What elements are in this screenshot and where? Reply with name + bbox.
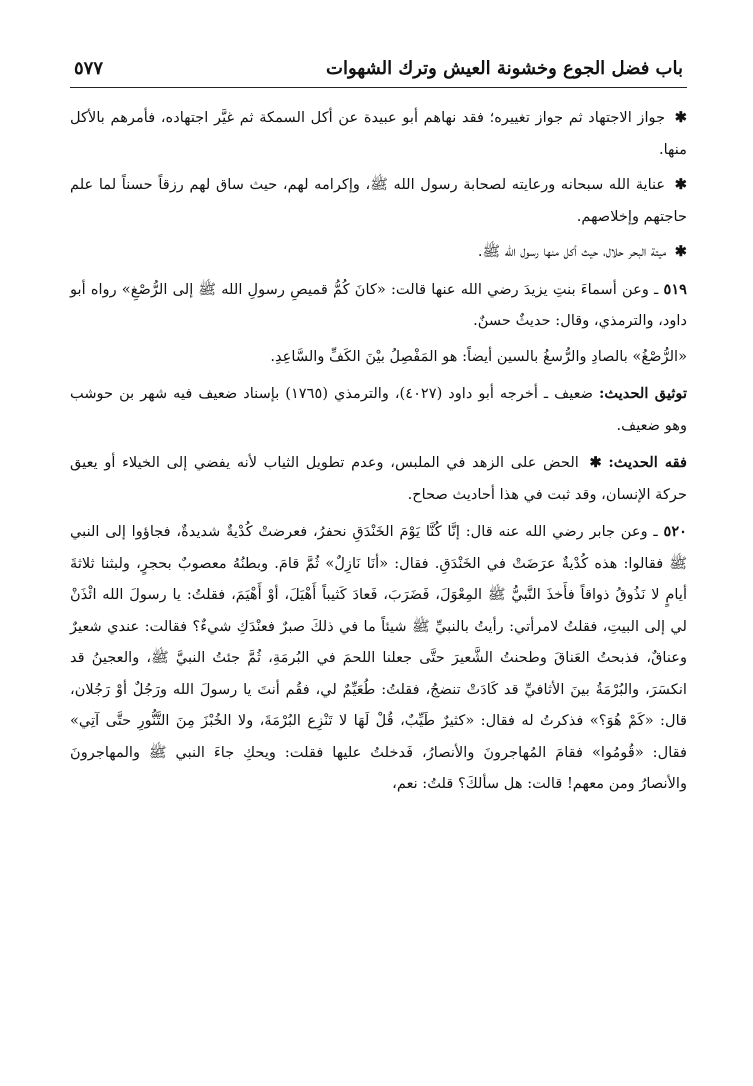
fiqh-label: فقه الحديث: [608,454,688,471]
hadith-text: ـ وعن جابر رضي الله عنه قال: إنَّا كُنَّا يَوْمَ الخَنْدَقِ نحفرُ، فعرضتْ كُدْيةٌ شديدةٌ، فجاؤوا إلى النبي ﷺ فقالوا: هذه كُدْيةٌ عرَضَتْ في الخَنْدَقِ. فقال: «أنَا نَازِلٌ» ثُمَّ قامَ. وبطنُهُ معصوبٌ بحجرٍ، ولبثنا ثلاثةَ أيامٍ لا نَذُوقُ ذواقاً فأَخذَ النَّبيُّ ﷺ المِعْوَلَ، فَضَرَبَ، فَعادَ كَثيباً أَهْيَلَ، أوْ أَهْيَمَ، فقلتُ: يا رسولَ الله ائْذَنْ لي إلى البيتِ، فقلتُ لامرأتي: رأيتُ بالنبيِّ ﷺ شيئاً ما في ذلكَ صبرٌ فعنْدَكِ شيءٌ؟ فقالت: عندي شعيرٌ وعناقٌ، فذبحتُ العَناقَ وطحنتُ الشَّعيرَ حتَّى جعلنا اللحمَ في البُرمَةِ، ثُمَّ جئتُ النبيَّ ﷺ، والعجينُ قد انكسَرَ، والبُرْمَةُ بينَ الأثافيِّ قد كَادَتْ تنضجُ، فقلتُ: طُعَيِّمٌ لي، فقُم أنتَ يا رسولَ الله ورَجُلٌ أوْ رَجُلان، قال: «كَمْ هُوَ؟» فذكرتُ له فقال: «كثيرٌ طَيِّبٌ، قُلْ لَهَا لا تَنْزِع البُرْمَةَ، ولا الخُبْزَ مِنَ التَّنُّورِ حتَّى آتِي» فقال: «قُومُوا» فقامَ المُهاجرونَ والأنصارُ، فَدخلتُ عليها فقلت: ويحكِ جاءَ النبي ﷺ والمهاجرونَ والأنصارُ ومن معهم! قالت: هل سألكَ؟ قلتُ: نعم، [70,523,687,792]
hadith-number: ٥٢٠ [663,523,688,540]
bullet-star-icon: ✱ [674,243,687,260]
gloss-text: «الرُّصْغُ» بالصادِ والرُّسغُ بالسين أيضاً: هو المَفْصِلُ بيْنَ الكَفِّ والسَّاعِدِ. [270,347,687,365]
chapter-title: باب فضل الجوع وخشونة العيش وترك الشهوات [326,58,683,79]
lesson-item [70,169,687,232]
page-number: ٥٧٧ [74,58,104,79]
hadith-gloss [70,341,687,373]
takhrij-label: توثيق الحديث: [599,385,688,402]
lesson-item [70,236,687,268]
takhrij-section [70,378,687,441]
fiqh-text: الحض على الزهد في الملبس، وعدم تطويل الثياب لأنه يفضي إلى الخيلاء أو يعيق حركة الإنسان، وقد ثبت في هذا أحاديث صحاح. [70,454,687,503]
hadith-number: ٥١٩ [663,280,687,298]
bullet-star-icon: ✱ [674,176,688,193]
hadith-520 [70,516,687,800]
hadith-text: ـ وعن أسماءَ بنتِ يزيدَ رضي الله عنها قالت: «كانَ كُمُّ قميصِ رسولِ الله ﷺ إلى الرُّصْغِ» رواه أبو داود، والترمذي، وقال: حديثٌ حسنٌ. [70,280,687,329]
fiqh-section [70,447,687,510]
lesson-item [70,102,687,165]
running-header [70,58,687,88]
lesson-text: جواز الاجتهاد ثم جواز تغييره؛ فقد نهاهم أبو عبيدة عن أكل السمكة ثم غيَّر اجتهاده، فأمرهم بالأكل منها. [70,109,687,158]
bullet-star-icon: ✱ [674,109,687,126]
lesson-text: ميتة البحر حلال، حيث أكل منها رسول الله ﷺ. [477,243,667,260]
lesson-text: عناية الله سبحانه ورعايته لصحابة رسول الله ﷺ، وإكرامه لهم، حيث ساق لهم رزقاً حسناً لما علم حاجتهم وإخلاصهم. [70,176,687,225]
takhrij-text: ضعيف ـ أخرجه أبو داود (٤٠٢٧)، والترمذي (١٧٦٥) بإسناد ضعيف فيه شهر بن حوشب وهو ضعيف. [70,385,687,434]
hadith-519 [70,274,687,337]
bullet-star-icon: ✱ [589,454,602,471]
